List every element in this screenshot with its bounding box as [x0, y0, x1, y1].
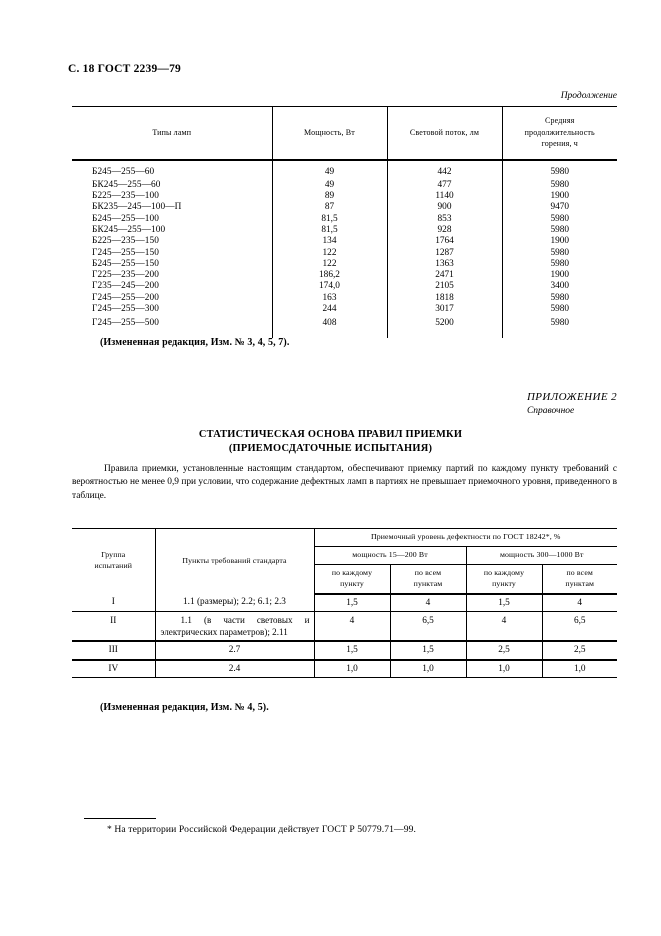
- cell-power: 89: [272, 191, 387, 202]
- table-header-row-top: [72, 529, 617, 547]
- sub-header-all-line1: по всем: [414, 567, 442, 577]
- cell-flux: 1764: [387, 236, 502, 247]
- cell-life: 3400: [502, 281, 617, 292]
- table-row: [72, 214, 617, 225]
- cell-life: 5980: [502, 293, 617, 304]
- cell-high-all: 1,0: [542, 660, 617, 678]
- column-header-power: Мощность, Вт: [272, 107, 387, 160]
- cell-flux: 5200: [387, 315, 502, 338]
- cell-power: 122: [272, 248, 387, 259]
- cell-high-all: 4: [542, 594, 617, 612]
- cell-high-each: 1,0: [466, 660, 542, 678]
- cell-high-each: 4: [466, 612, 542, 642]
- table-row: [72, 612, 617, 642]
- cell-life: 5980: [502, 214, 617, 225]
- revision-note-table1: (Измененная редакция, Изм. № 3, 4, 5, 7).: [100, 337, 290, 348]
- cell-test-group: IV: [72, 660, 155, 678]
- table-row: [72, 315, 617, 338]
- cell-life: 9470: [502, 202, 617, 213]
- cell-lamp-type: Г245—255—200: [92, 292, 160, 303]
- cell-life: 1900: [502, 191, 617, 202]
- cell-low-each: 1,5: [314, 594, 390, 612]
- table-row: [72, 236, 617, 247]
- cell-low-all: 1,5: [390, 641, 466, 660]
- cell-lamp-type: БК245—255—60: [92, 179, 161, 190]
- appendix-kind: Справочное: [526, 405, 575, 416]
- cell-flux: 442: [387, 160, 502, 180]
- cell-power: 134: [272, 236, 387, 247]
- column-header-average-life: [502, 107, 617, 160]
- cell-flux: 853: [387, 214, 502, 225]
- column-header-aql: Приемочный уровень дефектности по ГОСТ 18242*, %: [314, 529, 617, 547]
- cell-power: 163: [272, 293, 387, 304]
- table-row: [72, 660, 617, 678]
- column-header-high-each-point: [466, 564, 542, 593]
- page-header: С. 18 ГОСТ 2239—79: [68, 63, 181, 75]
- table-row: [72, 281, 617, 292]
- cell-power: 87: [272, 202, 387, 213]
- cell-lamp-type: Г245—255—500: [92, 318, 160, 329]
- cell-flux: 900: [387, 202, 502, 213]
- cell-high-all: 6,5: [542, 612, 617, 642]
- column-header-power-range-low: мощность 15—200 Вт: [314, 546, 466, 564]
- cell-lamp-type: Г245—255—150: [92, 247, 160, 258]
- cell-flux: 1363: [387, 259, 502, 270]
- table-row: [72, 180, 617, 191]
- cell-high-each: 1,5: [466, 594, 542, 612]
- column-header-low-each-point: [314, 564, 390, 593]
- cell-power: 81,5: [272, 225, 387, 236]
- cell-flux: 1287: [387, 248, 502, 259]
- lamp-parameters-table: [72, 106, 617, 338]
- column-header-average-life-line2: продолжительность: [524, 127, 595, 137]
- cell-flux: 928: [387, 225, 502, 236]
- table-header-row: [72, 107, 617, 160]
- appendix-title-line2: (ПРИЕМОСДАТОЧНЫЕ ИСПЫТАНИЯ): [228, 442, 433, 454]
- cell-test-group: III: [72, 641, 155, 660]
- cell-low-all: 4: [390, 594, 466, 612]
- table-row: [72, 225, 617, 236]
- cell-low-all: 6,5: [390, 612, 466, 642]
- cell-standard-points: 2.7: [155, 641, 314, 660]
- cell-life: 5980: [502, 315, 617, 338]
- column-header-average-life-line3: горения, ч: [541, 139, 578, 149]
- cell-flux: 1140: [387, 191, 502, 202]
- continuation-label: Продолжение: [560, 91, 617, 101]
- cell-lamp-type: Г235—245—200: [92, 281, 160, 292]
- sub-header-each-line2: пункту: [340, 578, 364, 588]
- column-header-high-all-points: [542, 564, 617, 593]
- acceptance-quality-level-table: [72, 528, 617, 678]
- table-row: [72, 594, 617, 612]
- table-row: [72, 191, 617, 202]
- column-header-test-group-line2: испытаний: [94, 561, 133, 571]
- table-row: [72, 293, 617, 304]
- cell-high-all: 2,5: [542, 641, 617, 660]
- cell-flux: 3017: [387, 304, 502, 315]
- table-row: [72, 304, 617, 315]
- table-row: [72, 202, 617, 213]
- cell-flux: 2471: [387, 270, 502, 281]
- cell-life: 5980: [502, 248, 617, 259]
- cell-life: 1900: [502, 270, 617, 281]
- column-header-luminous-flux: Световой поток, лм: [387, 107, 502, 160]
- sub-header-each-line2: пункту: [492, 578, 516, 588]
- column-header-test-group: [72, 529, 155, 594]
- cell-lamp-type: БК245—255—100: [92, 224, 166, 235]
- cell-life: 1900: [502, 236, 617, 247]
- appendix-paragraph: Правила приемки, установленные настоящим стандартом, обеспечивают приемку партий по каждому пункту требований с вероятностью не менее 0,9 при условии, что содержание дефектных ламп в партиях не превышает приемочного уровня, приведенного в таблице.: [72, 464, 617, 501]
- appendix-title-line1: СТАТИСТИЧЕСКАЯ ОСНОВА ПРАВИЛ ПРИЕМКИ: [198, 429, 463, 440]
- column-header-lamp-type: Типы ламп: [72, 107, 272, 160]
- revision-note-table2: (Измененная редакция, Изм. № 4, 5).: [100, 702, 269, 713]
- table-row: [72, 259, 617, 270]
- column-header-average-life-line1: Средняя: [544, 116, 575, 125]
- cell-low-all: 1,0: [390, 660, 466, 678]
- cell-lamp-type: Б225—235—100: [92, 191, 159, 202]
- column-header-standard-points: Пункты требований стандарта: [155, 529, 314, 594]
- footnote-separator: [84, 818, 156, 819]
- cell-power: 81,5: [272, 214, 387, 225]
- cell-lamp-type: Б245—255—150: [92, 258, 159, 269]
- cell-lamp-type: Г245—255—300: [92, 304, 160, 315]
- appendix-title: [0, 428, 661, 456]
- cell-life: 5980: [502, 160, 617, 180]
- table-row: [72, 270, 617, 281]
- cell-flux: 477: [387, 180, 502, 191]
- table-row: [72, 160, 617, 180]
- table-row: [72, 248, 617, 259]
- sub-header-all-line2: пунктам: [413, 578, 443, 588]
- appendix-marker: [527, 390, 617, 418]
- cell-standard-points: 1.1 (размеры); 2.2; 6.1; 2.3: [155, 594, 314, 612]
- cell-power: 408: [272, 315, 387, 338]
- cell-lamp-type: БК235—245—100—П: [92, 202, 182, 213]
- cell-lamp-type: Б225—235—150: [92, 236, 159, 247]
- cell-high-each: 2,5: [466, 641, 542, 660]
- sub-header-all-line2: пунктам: [565, 578, 595, 588]
- sub-header-each-line1: по каждому: [331, 567, 373, 577]
- cell-flux: 1818: [387, 293, 502, 304]
- cell-lamp-type: Г225—235—200: [92, 270, 160, 281]
- cell-power: 186,2: [272, 270, 387, 281]
- cell-low-each: 1,5: [314, 641, 390, 660]
- cell-life: 5980: [502, 259, 617, 270]
- cell-low-each: 1,0: [314, 660, 390, 678]
- cell-lamp-type: Б245—255—60: [92, 166, 155, 177]
- cell-test-group: II: [72, 612, 155, 642]
- table-row: [72, 641, 617, 660]
- footnote-text: * На территории Российской Федерации действует ГОСТ Р 50779.71—99.: [107, 824, 417, 835]
- column-header-power-range-high: мощность 300—1000 Вт: [466, 546, 617, 564]
- cell-flux: 2105: [387, 281, 502, 292]
- cell-power: 122: [272, 259, 387, 270]
- cell-low-each: 4: [314, 612, 390, 642]
- column-header-test-group-line1: Группа: [101, 550, 126, 560]
- cell-life: 5980: [502, 304, 617, 315]
- sub-header-each-line1: по каждому: [483, 567, 525, 577]
- cell-lamp-type: Б245—255—100: [92, 213, 159, 224]
- cell-power: 244: [272, 304, 387, 315]
- cell-power: 49: [272, 160, 387, 180]
- appendix-label: ПРИЛОЖЕНИЕ 2: [526, 391, 617, 403]
- cell-standard-points: 1.1 (в части световых и электрических параметров); 2.11: [155, 612, 314, 642]
- cell-test-group: I: [72, 594, 155, 612]
- cell-power: 49: [272, 180, 387, 191]
- sub-header-all-line1: по всем: [566, 567, 593, 577]
- cell-standard-points: 2.4: [155, 660, 314, 678]
- cell-power: 174,0: [272, 281, 387, 292]
- cell-life: 5980: [502, 225, 617, 236]
- column-header-low-all-points: [390, 564, 466, 593]
- cell-life: 5980: [502, 180, 617, 191]
